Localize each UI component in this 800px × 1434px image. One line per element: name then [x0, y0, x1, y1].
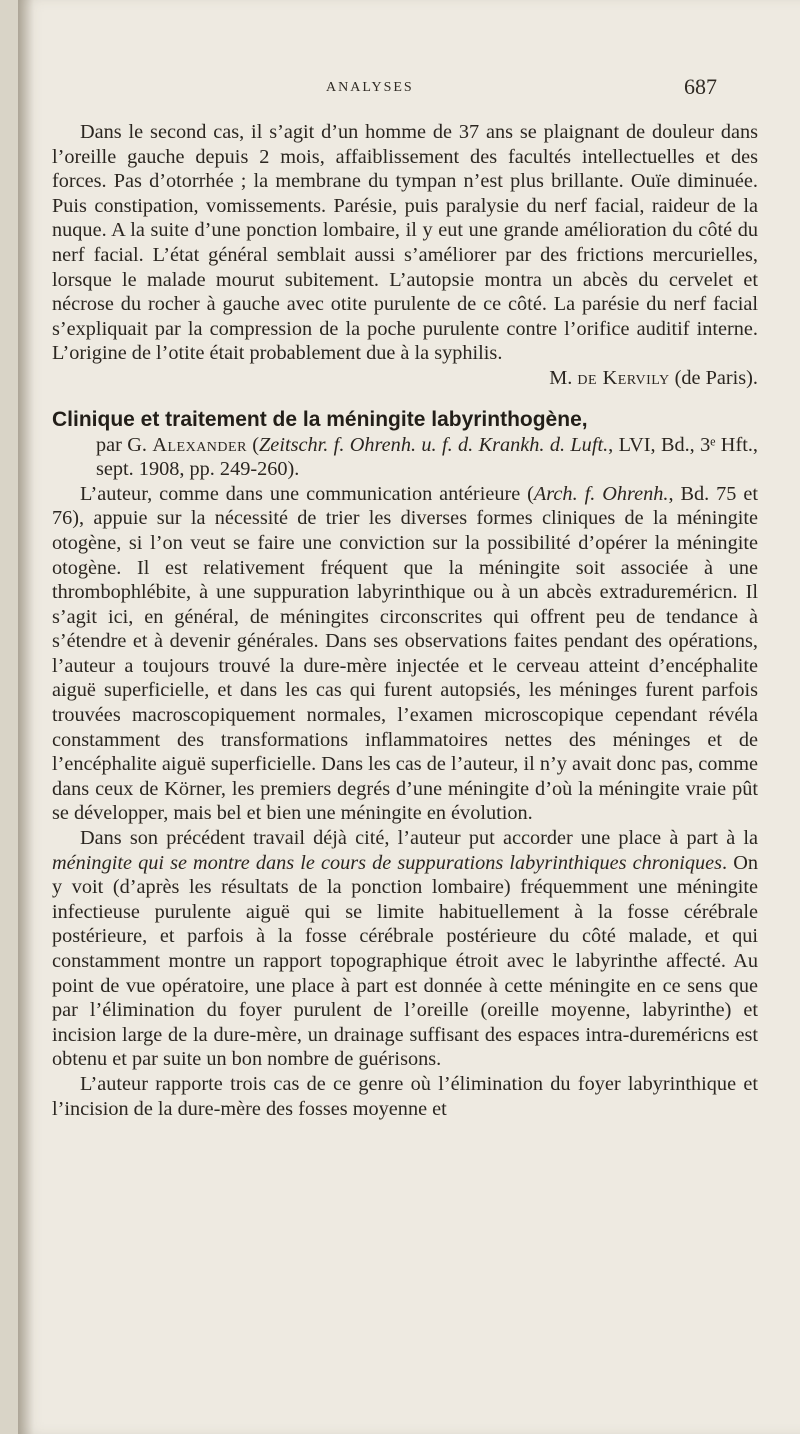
p1-journal: Arch. f. Ohrenh.	[533, 482, 669, 505]
review1-paragraph: Dans le second cas, il s’agit d’un homme de 37 ans se plaignant de douleur dans l’oreille gauche depuis 2 mois, affaiblissement des facultés intellectuelles et des forces. Pas d’otorrhée ; la membrane du tympan n’est plus brillante. Ouïe diminuée. Puis constipation, vomissements. Parésie, puis paralysie du nerf facial, raideur de la nuque. A la suite d’une ponction lombaire, il y eut une grande amélioration du côté du nerf facial. L’état général semblait aussi s’améliorer par des frictions mercurielles, lorsque le malade mourut subitement. L’autopsie montra un abcès du cervelet et nécrose du rocher à gauche avec otite purulente de ce côté. La parésie du nerf facial s’expliquait par la compression de la poche purulente contre l’orifice auditif interne. L’origine de l’otite était probablement due à la syphilis.	[52, 121, 758, 365]
review2-paragraph-1	[52, 482, 758, 826]
p2-italic: méningite qui se montre dans le cours de suppurations labyrinthiques chroniques	[52, 851, 723, 874]
page-content	[52, 120, 758, 1121]
source-details: , LVI, Bd., 3ᵉ Hft., sept. 1908, pp. 249-260).	[96, 433, 758, 481]
review2-paragraph-2	[52, 826, 758, 1072]
p2-text-a: Dans son précédent travail déjà cité, l’auteur put accorder une place à part à la	[80, 827, 758, 850]
book-page	[18, 0, 800, 1434]
article-byline	[52, 433, 758, 482]
review1-signature	[52, 366, 758, 391]
journal-name: Zeitschr. f. Ohrenh. u. f. d. Krankh. d. Luft.	[259, 433, 609, 456]
p2-text-b: . On y voit (d’après les résultats de la ponction lombaire) fréquemment une méningite infectieuse purulente aiguë qui se limite habituellement à la fosse cérébrale postérieure, et parfois à la fosse cérébrale postérieure du côté malade, et qui constamment montre un rapport topographique étroit avec le labyrinthe affecté. Au point de vue opératoire, une place à part est donnée à cette méningite en ce sens que par l’élimination du foyer purulent de l’oreille (oreille moyenne, labyrinthe) et incision large de la dure-mère, un drainage suffisant des espaces intra-dureméricns est obtenu et par suite un bon nombre de guérisons.	[52, 851, 758, 1071]
page-number: 687	[684, 74, 717, 99]
signature-city: (de Paris).	[669, 366, 758, 389]
running-head: ANALYSES	[326, 80, 414, 95]
signature-prefix: M.	[549, 366, 578, 389]
page-header	[18, 74, 800, 102]
byline-prefix: par G.	[96, 433, 153, 456]
article-title: Clinique et traitement de la méningite labyrinthogène,	[52, 407, 588, 431]
source-open: (	[246, 433, 260, 456]
author-name: Alexander	[152, 433, 247, 456]
reviewer-name: de Kervily	[577, 366, 670, 389]
review2-paragraph-3: L’auteur rapporte trois cas de ce genre où l’élimination du foyer labyrinthique et l’incision de la dure-mère des fosses moyenne et	[52, 1072, 758, 1120]
p1-text-a: L’auteur, comme dans une communication antérieure (	[80, 482, 534, 505]
p1-text-b: , Bd. 75 et 76), appuie sur la nécessité de trier les diverses formes cliniques de la méningite otogène, si l’on veut se faire une conviction sur la possibilité d’opérer la méningite otogène. Il est relativement fréquent que la méningite soit associée à une thrombophlébite, à une suppuration labyrinthique ou à un abcès extradureméricn. Il s’agit ici, en général, de méningites circonscrites qui offrent peu de tendance à s’étendre et à devenir générales. Dans ses observations faites pendant des opérations, l’auteur a toujours trouvé la dure-mère injectée et le cerveau atteint d’encéphalite aiguë superficielle, et dans les cas qui furent autopsiés, les méninges furent parfois trouvées macroscopiquement normales, l’examen microscopique cependant révéla constamment des transformations inflammatoires nettes des méninges et de l’encéphalite aiguë superficielle. Dans les cas de l’auteur, il n’y avait donc pas, comme dans ceux de Körner, les premiers degrés d’une méningite d’où la méningite vraie pût se développer, mais bel et bien une méningite en évolution.	[52, 482, 758, 825]
